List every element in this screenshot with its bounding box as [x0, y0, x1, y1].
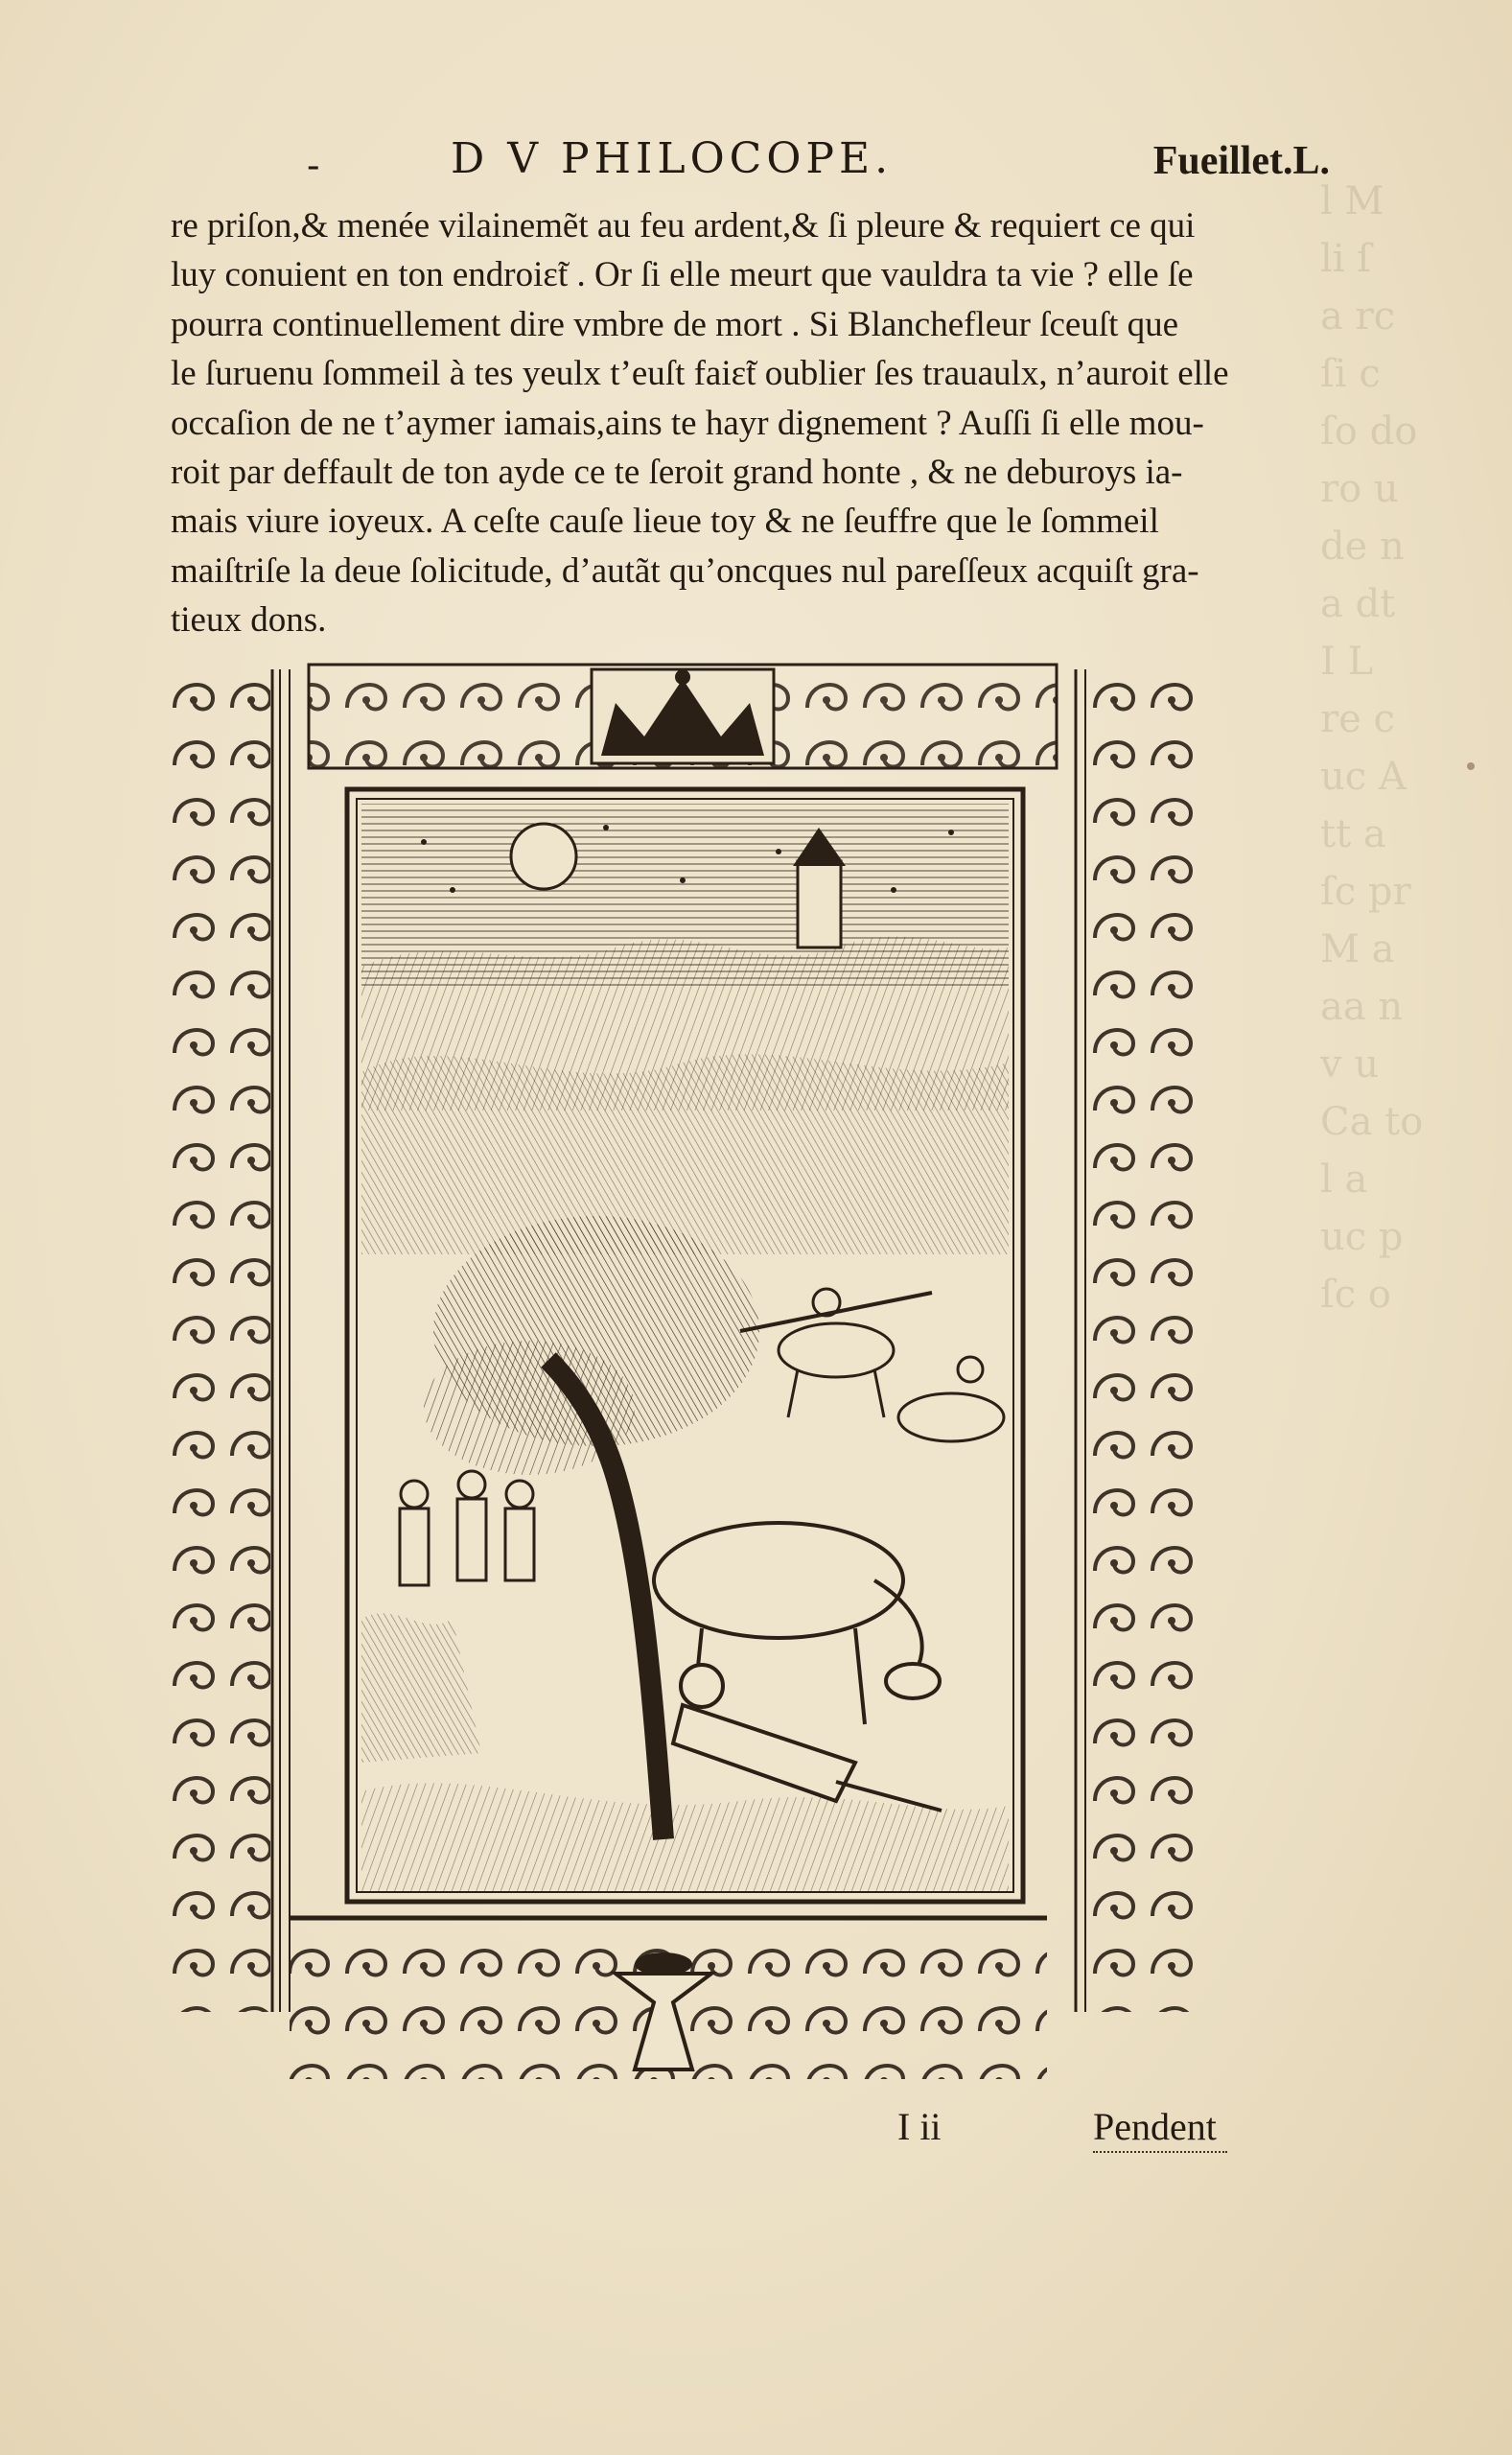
body-text: [171, 201, 1235, 645]
catchword-rule: [1093, 2151, 1227, 2155]
signature-mark: I ii: [897, 2105, 942, 2148]
folio-number: Fueillet.L.: [1152, 139, 1330, 183]
text-line: tieux dons.: [171, 600, 327, 641]
top-ornament: [309, 665, 1057, 768]
text-line: roit par deffault de ton ayde ce te ſeroit grand honte , & ne deburoys ia-: [171, 453, 1183, 493]
text-line: luy conuient en ton endroiɛ̃t . Or ſi elle meurt que vauldra ta vie ? elle ſe: [171, 255, 1194, 295]
text-line: pourra continuellement dire vmbre de mort . Si Blanchefleur ſceuſt que: [171, 304, 1179, 344]
catchword: Pendent: [1093, 2105, 1217, 2148]
header-dash: -: [307, 144, 320, 188]
bottom-ornament: [290, 1916, 1047, 2079]
woodcut-scene: [347, 789, 1023, 1902]
left-ornament: [167, 669, 290, 2012]
right-ornament: [1076, 669, 1197, 2012]
running-title: D V PHILOCOPE.: [451, 134, 894, 183]
show-through-text: l M li ſ a rc ſi c ſo do ro u de n a dt I L re c uc A tt a ſc pr M a aa n v u Ca to l a uc p ſc o: [1320, 179, 1424, 1317]
text-line: occaſion de ne t’aymer iamais,ains te hayr dignement ? Auſſi ſi elle mou-: [171, 403, 1204, 443]
text-line: mais viure ioyeux. A ceſte cauſe lieue toy & ne ſeuffre que le ſommeil: [171, 502, 1159, 542]
text-line: le ſuruenu ſommeil à tes yeulx t’euſt faiɛ̃t oublier ſes trauaulx, n’auroit elle: [171, 354, 1229, 394]
ink-speck: [1467, 762, 1475, 770]
page-header: [307, 134, 1330, 192]
text-line: maiſtriſe la deue ſolicitude, d’autãt qu’oncques nul pareſſeux acquiſt gra-: [171, 550, 1199, 591]
woodcut-illustration: [165, 660, 1200, 2108]
text-line: re priſon,& menée vilainemẽt au feu ardent,& ſi pleure & requiert ce qui: [171, 206, 1196, 246]
